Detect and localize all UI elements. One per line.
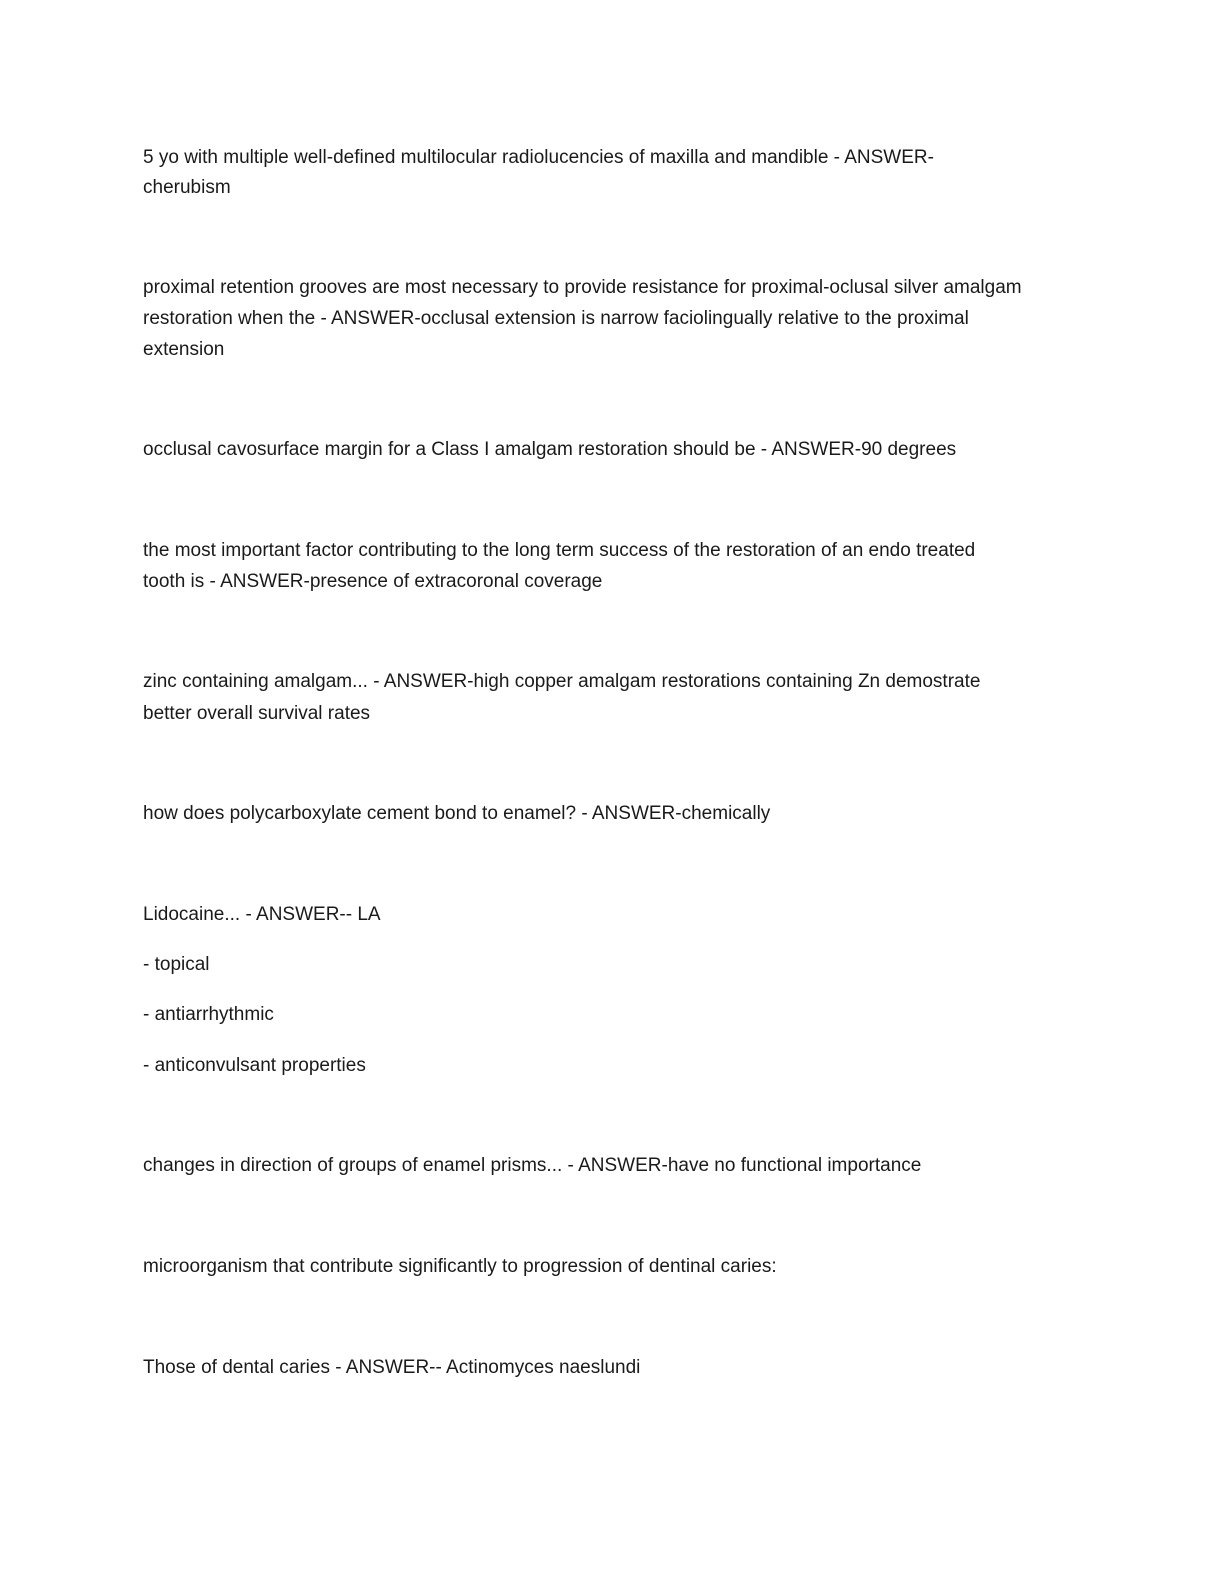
qa-1-line-1: 5 yo with multiple well-defined multilocular radiolucencies of maxilla and mandible - ANSWER- <box>143 147 934 168</box>
qa-2-line-3: extension <box>143 339 225 360</box>
qa-9-line-1: microorganism that contribute significantly to progression of dentinal caries: <box>143 1256 777 1277</box>
qa-2-line-2: restoration when the - ANSWER-occlusal extension is narrow faciolingually relative to the proximal <box>143 308 969 329</box>
qa-6-line-1: how does polycarboxylate cement bond to enamel? - ANSWER-chemically <box>143 803 771 824</box>
qa-2-line-1: proximal retention grooves are most necessary to provide resistance for proximal-oclusal silver amalgam <box>143 277 1022 298</box>
qa-1-line-2: cherubism <box>143 177 231 198</box>
qa-4-line-1: the most important factor contributing to the long term success of the restoration of an endo treated <box>143 540 976 561</box>
qa-7-list-item-1: - topical <box>143 954 210 975</box>
qa-5-line-2: better overall survival rates <box>143 703 371 724</box>
qa-4-line-2: tooth is - ANSWER-presence of extracoronal coverage <box>143 571 603 592</box>
qa-7-list-item-3: - anticonvulsant properties <box>143 1055 366 1076</box>
qa-3-line-1: occlusal cavosurface margin for a Class I amalgam restoration should be - ANSWER-90 degrees <box>143 439 957 460</box>
qa-7-line-1: Lidocaine... - ANSWER-- LA <box>143 904 381 925</box>
qa-8-line-1: changes in direction of groups of enamel prisms... - ANSWER-have no functional importance <box>143 1155 922 1176</box>
qa-5-line-1: zinc containing amalgam... - ANSWER-high copper amalgam restorations containing Zn demostrate <box>143 671 981 692</box>
qa-10-line-1: Those of dental caries - ANSWER-- Actinomyces naeslundi <box>143 1357 641 1378</box>
qa-7-list-item-2: - antiarrhythmic <box>143 1004 274 1025</box>
